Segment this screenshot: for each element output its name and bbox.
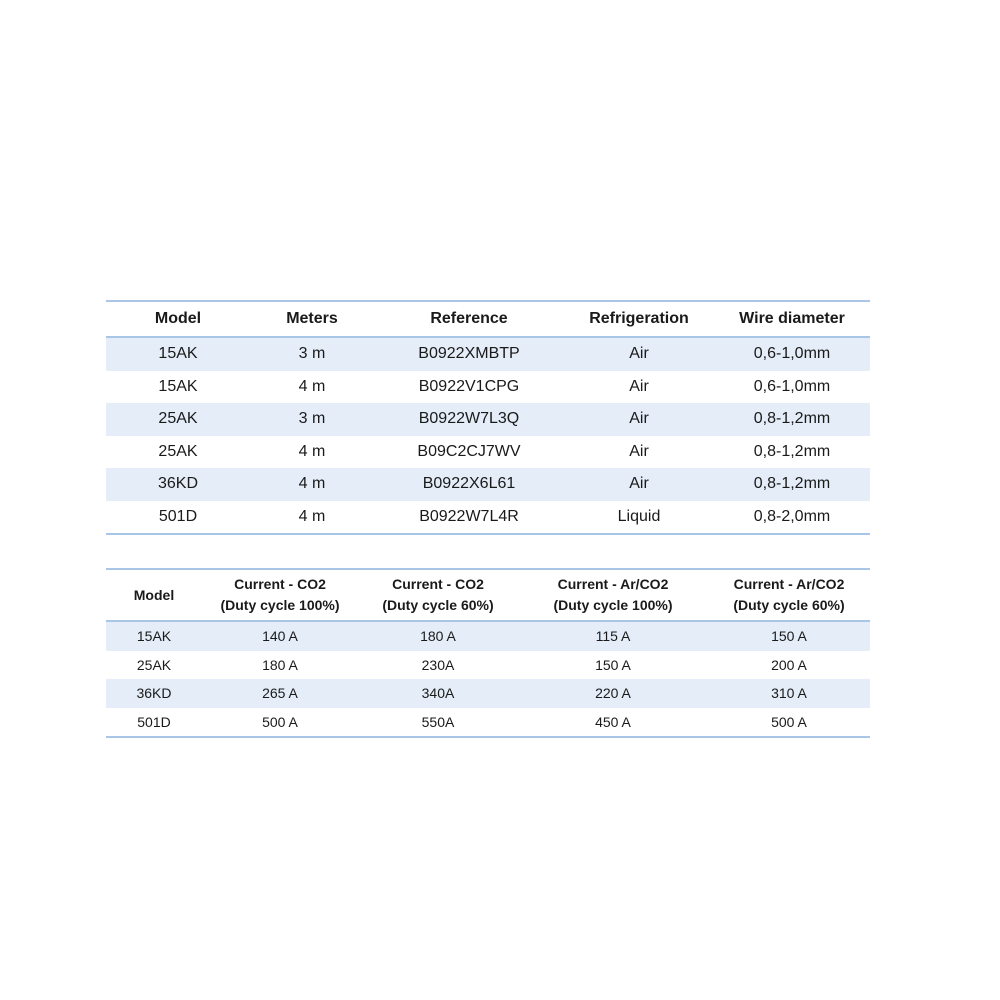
cell-model: 36KD: [157, 475, 199, 493]
header-subline: (Duty cycle 100%): [553, 597, 673, 613]
header-line: Current - CO2: [234, 576, 326, 592]
cell-current: 180 A: [262, 656, 298, 673]
cell-wire-diameter: 0,8-1,2mm: [753, 410, 831, 428]
torch-specs-table: [106, 300, 870, 535]
cell-reference: B09C2CJ7WV: [417, 442, 521, 460]
header-subline: (Duty cycle 60%): [382, 597, 494, 613]
cell-refrigeration: Liquid: [617, 507, 661, 525]
header-subline: (Duty cycle 100%): [220, 597, 340, 613]
cell-wire-diameter: 0,8-2,0mm: [753, 507, 831, 525]
cell-wire-diameter: 0,8-1,2mm: [753, 442, 831, 460]
col-header-refrigeration: Refrigeration: [564, 301, 714, 337]
cell-reference: B0922W7L4R: [419, 507, 519, 525]
cell-refrigeration: Air: [629, 410, 649, 428]
cell-model: 36KD: [136, 685, 172, 702]
cell-reference: B0922X6L61: [422, 475, 516, 493]
col-header-current-arco2-60: [708, 569, 870, 621]
cell-model: 15AK: [158, 345, 198, 363]
table-row: [106, 501, 870, 535]
cell-refrigeration: Air: [629, 345, 649, 363]
table-row: [106, 337, 870, 371]
table-row: [106, 708, 870, 738]
cell-refrigeration: Air: [629, 475, 649, 493]
col-header-wire-diameter: Wire diameter: [714, 301, 870, 337]
cell-model: 15AK: [158, 377, 198, 395]
header-subline: (Duty cycle 60%): [733, 597, 845, 613]
col-header-model: Model: [106, 301, 250, 337]
table-row: [106, 436, 870, 469]
cell-model: 501D: [137, 713, 171, 730]
col-header-current-arco2-100: [518, 569, 708, 621]
header-line: Current - Ar/CO2: [733, 576, 845, 592]
cell-current: 500 A: [262, 713, 298, 730]
table-header-row: [106, 301, 870, 337]
col-header-model: [106, 569, 202, 621]
cell-meters: 3 m: [298, 345, 326, 363]
cell-current: 265 A: [262, 685, 298, 702]
col-header-reference: Reference: [374, 301, 564, 337]
cell-meters: 4 m: [298, 507, 326, 525]
table-row: [106, 651, 870, 680]
cell-current: 150 A: [771, 628, 807, 645]
table-header-row: [106, 569, 870, 621]
cell-reference: B0922V1CPG: [418, 377, 520, 395]
current-ratings-table: [106, 568, 870, 738]
cell-meters: 4 m: [298, 475, 326, 493]
cell-reference: B0922W7L3Q: [418, 410, 520, 428]
cell-model: 25AK: [158, 410, 198, 428]
cell-model: 501D: [158, 507, 198, 525]
cell-refrigeration: Air: [629, 377, 649, 395]
cell-wire-diameter: 0,8-1,2mm: [753, 475, 831, 493]
table-row: [106, 403, 870, 436]
table-row: [106, 679, 870, 708]
cell-current: 500 A: [771, 713, 807, 730]
cell-current: 310 A: [771, 685, 807, 702]
col-header-meters: Meters: [250, 301, 374, 337]
cell-model: 15AK: [136, 628, 172, 645]
cell-current: 450 A: [595, 713, 631, 730]
cell-current: 220 A: [595, 685, 631, 702]
cell-wire-diameter: 0,6-1,0mm: [753, 377, 831, 395]
header-line: Model: [133, 586, 175, 603]
cell-current: 230A: [421, 656, 455, 673]
cell-reference: B0922XMBTP: [418, 345, 520, 363]
cell-current: 200 A: [771, 656, 807, 673]
cell-meters: 4 m: [298, 442, 326, 460]
col-header-current-co2-100: [202, 569, 358, 621]
cell-current: 180 A: [420, 628, 456, 645]
cell-model: 25AK: [158, 442, 198, 460]
table-row: [106, 621, 870, 651]
cell-meters: 4 m: [298, 377, 326, 395]
cell-wire-diameter: 0,6-1,0mm: [753, 345, 831, 363]
cell-current: 340A: [421, 685, 455, 702]
header-line: Current - CO2: [392, 576, 484, 592]
cell-current: 150 A: [595, 656, 631, 673]
cell-model: 25AK: [136, 656, 172, 673]
cell-current: 140 A: [262, 628, 298, 645]
col-header-current-co2-60: [358, 569, 518, 621]
cell-meters: 3 m: [298, 410, 326, 428]
table-row: [106, 371, 870, 404]
cell-refrigeration: Air: [629, 442, 649, 460]
cell-current: 115 A: [595, 628, 631, 645]
header-line: Current - Ar/CO2: [557, 576, 669, 592]
table-row: [106, 468, 870, 501]
cell-current: 550A: [421, 713, 455, 730]
